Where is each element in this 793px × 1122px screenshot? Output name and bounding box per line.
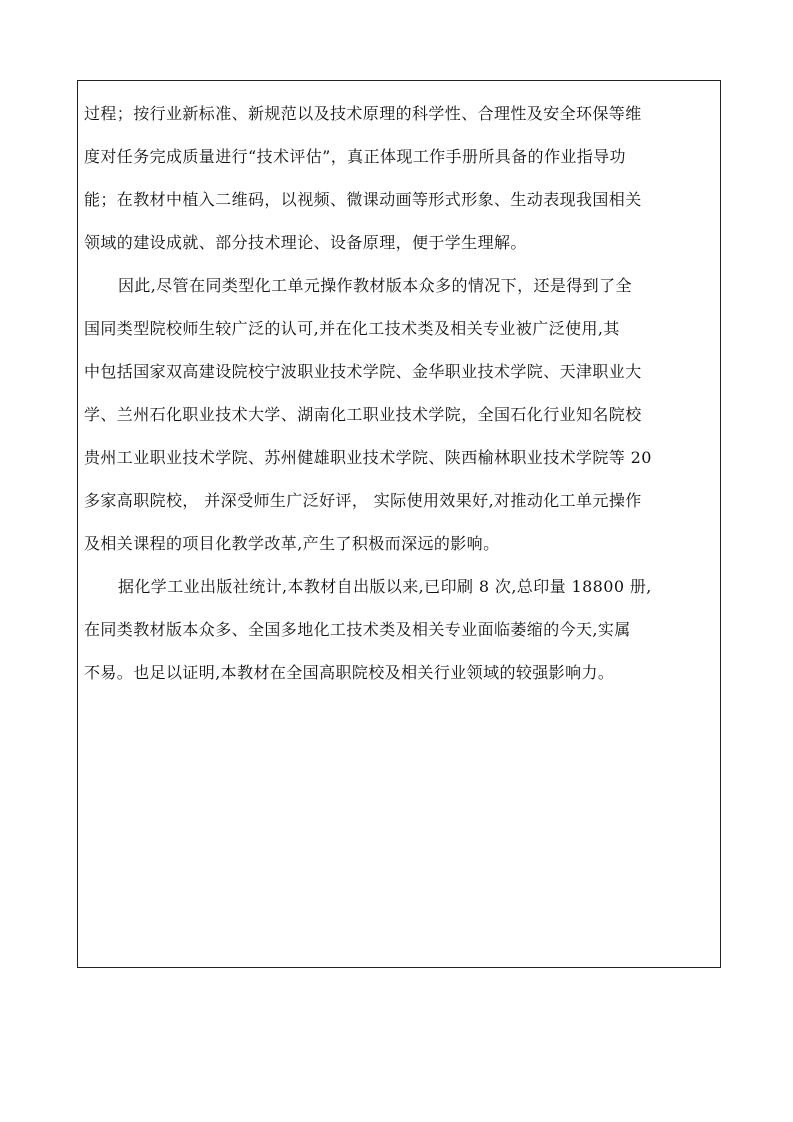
- paragraph-2-line-4: 学、兰州石化职业技术大学、湖南化工职业技术学院，全国石化行业知名院校: [84, 405, 642, 424]
- content-frame: [77, 80, 721, 968]
- paragraph-2-line-1: 因此,尽管在同类型化工单元操作教材版本众多的情况下，还是得到了全: [118, 276, 632, 295]
- paragraph-3-line-3: 不易。也足以证明,本教材在全国高职院校及相关行业领域的较强影响力。: [84, 663, 615, 682]
- paragraph-3-line-1: 据化学工业出版社统计,本教材自出版以来,已印刷 8 次,总印量 18800 册,: [118, 577, 652, 596]
- paragraph-1-line-3: 能；在教材中植入二维码，以视频、微课动画等形式形象、生动表现我国相关: [84, 190, 642, 209]
- paragraph-3-line-2: 在同类教材版本众多、全国多地化工技术类及相关专业面临萎缩的今天,实属: [84, 620, 631, 639]
- paragraph-1-line-4: 领域的建设成就、部分技术理论、设备原理，便于学生理解。: [84, 233, 527, 252]
- paragraph-2-line-3: 中包括国家双高建设院校宁波职业技术学院、金华职业技术学院、天津职业大: [84, 362, 642, 381]
- paragraph-1-line-2: 度对任务完成质量进行“技术评估”，真正体现工作手册所具备的作业指导功: [84, 147, 626, 166]
- paragraph-2-line-7: 及相关课程的项目化教学改革,产生了积极而深远的影响。: [84, 534, 500, 553]
- paragraph-2-line-5: 贵州工业职业技术学院、苏州健雄职业技术学院、陕西榆林职业技术学院等 20: [84, 448, 652, 467]
- paragraph-1-line-1: 过程；按行业新标准、新规范以及技术原理的科学性、合理性及安全环保等维: [84, 104, 642, 123]
- paragraph-2-line-6: 多家高职院校， 并深受师生广泛好评， 实际使用效果好,对推动化工单元操作: [84, 491, 642, 510]
- paragraph-2-line-2: 国同类型院校师生较广泛的认可,并在化工技术类及相关专业被广泛使用,其: [84, 319, 620, 338]
